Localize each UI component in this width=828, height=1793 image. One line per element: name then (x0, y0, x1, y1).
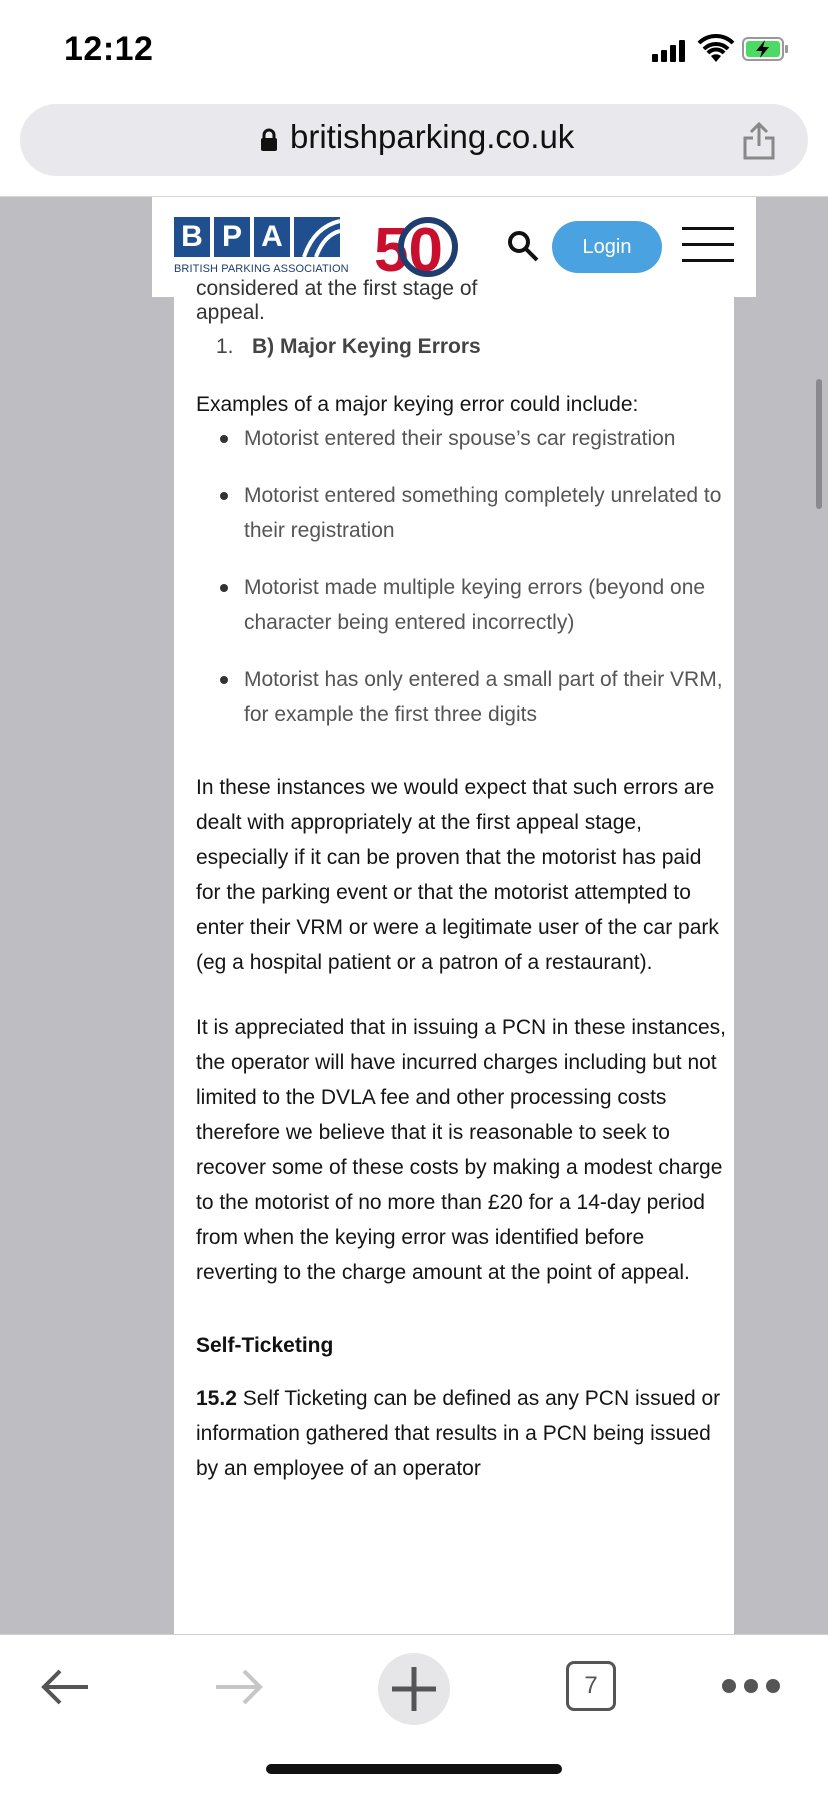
clipped-text-line (196, 277, 526, 324)
list-item: Motorist has only entered a small part of their VRM, for example the first three digits (196, 662, 726, 732)
lock-icon (260, 128, 278, 152)
new-tab-button[interactable] (378, 1653, 450, 1725)
paragraph-expectations: In these instances we would expect that such errors are dealt with appropriately at the first appeal stage, especially if it can be proven that the motorist has paid for the parking event or that the motorist attempted to enter their VRM or were a legitimate user of the car park (eg a hospital patient or a patron of a restaurant). (196, 776, 719, 974)
list-item-heading: B) Major Keying Errors (252, 335, 481, 358)
logo-subtitle: BRITISH PARKING ASSOCIATION (174, 263, 349, 275)
list-item: Motorist entered their spouse’s car registration (196, 421, 726, 456)
list-item: Motorist made multiple keying errors (beyond one character being entered incorrectly) (196, 570, 726, 640)
home-indicator[interactable] (266, 1764, 562, 1774)
forward-arrow-icon[interactable] (212, 1665, 266, 1709)
article-content (174, 277, 734, 1637)
url-text: britishparking.co.uk (290, 118, 575, 155)
intro-paragraph: Examples of a major keying error could include: (196, 393, 639, 416)
ordered-list-item (216, 335, 481, 359)
list-item-number: 1. (216, 335, 234, 358)
plus-icon (378, 1653, 450, 1725)
status-time: 12:12 (64, 30, 154, 68)
status-bar (0, 0, 828, 96)
examples-list (196, 421, 726, 754)
url-field[interactable] (20, 104, 808, 176)
search-icon[interactable] (506, 229, 540, 263)
web-content-viewport[interactable] (0, 197, 828, 1634)
bpa-logo[interactable] (174, 217, 349, 279)
tabs-icon[interactable]: 7 (566, 1661, 616, 1711)
cellular-signal-icon (652, 38, 688, 62)
hamburger-menu-icon[interactable] (682, 227, 734, 263)
clipped-text: considered at the first stage of appeal. (196, 277, 478, 324)
clause-text: Self Ticketing can be defined as any PCN issued or information gathered that results in a PCN being issued by an employee of an operator (196, 1387, 721, 1480)
50-years-badge (374, 213, 460, 285)
browser-address-bar (0, 96, 828, 197)
logo-swoosh-icon (294, 217, 340, 257)
clause-number: 15.2 (196, 1387, 237, 1410)
logo-letter: A (254, 217, 290, 257)
section-heading: Self-Ticketing (196, 1334, 334, 1357)
back-arrow-icon[interactable] (38, 1665, 92, 1709)
list-item: Motorist entered something completely unrelated to their registration (196, 478, 726, 548)
share-icon[interactable] (742, 122, 776, 160)
logo-letter: B (174, 217, 210, 257)
bpa-logo-mark (174, 217, 340, 257)
wifi-icon (698, 36, 734, 64)
anniversary-number: 50 (374, 216, 443, 285)
clause-paragraph (196, 1381, 726, 1486)
logo-letter: P (214, 217, 250, 257)
paragraph-charges: It is appreciated that in issuing a PCN in these instances, the operator will have incurred charges including but not limited to the DVLA fee and other processing costs therefore we believe that it is reasonable to seek to recover some of these costs by making a modest charge to the motorist of no more than £20 for a 14-day period from when the keying error was identified before reverting to the charge amount at the point of appeal. (196, 1016, 726, 1284)
battery-charging-icon (742, 37, 790, 61)
login-button[interactable]: Login (552, 221, 662, 273)
scrollbar[interactable] (816, 379, 822, 509)
more-icon[interactable] (722, 1679, 780, 1693)
